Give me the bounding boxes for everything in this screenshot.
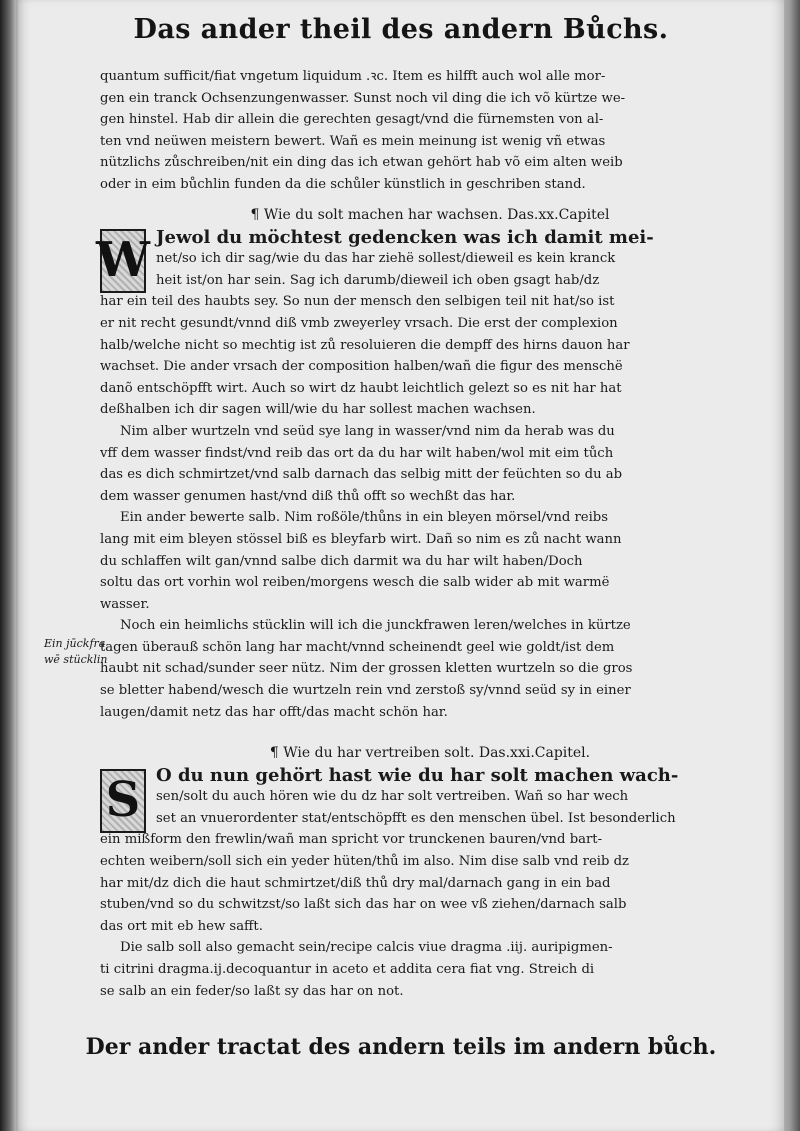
drop-capital: W	[100, 229, 146, 293]
text-line: se salb an ein feder/so laßt sy das har on not.	[100, 983, 404, 999]
first-line: O du nun gehört hast wie du har solt machen wach-	[156, 764, 679, 786]
text-line: se bletter habend/wesch die wurtzeln rein vnd zerstoß sy/vnnd seüd sy in einer	[100, 683, 631, 699]
text-line: oder in eim bůchlin funden da die schůler künstlich in geschriben stand.	[100, 176, 586, 192]
text-line: haubt nit schad/sunder seer nütz. Nim der grossen kletten wurtzeln so die gros	[100, 661, 633, 677]
text-line: stuben/vnd so du schwitzst/so laßt sich das har on wee vß ziehen/darnach salb	[100, 897, 627, 913]
margin-note: Ein jūckfra wē stücklin	[44, 637, 108, 666]
text-line: vff dem wasser findst/vnd reib das ort da du har wilt haben/wol mit eim tůch	[100, 445, 614, 461]
text-line: gen hinstel. Hab dir allein die gerechten gesagt/vnd die fürnemsten von al-	[100, 112, 604, 128]
text-line: ten vnd neüwen meistern bewert. Wañ es mein meinung ist wenig vñ etwas	[100, 133, 606, 149]
chapter-opening	[96, 226, 760, 421]
text-line: Noch ein heimlichs stücklin will ich die junckfrawen leren/welches in kürtze	[120, 618, 631, 634]
drop-capital: S	[100, 769, 146, 833]
page-gutter	[0, 0, 16, 1131]
chapter-opening	[100, 765, 760, 938]
text-line: ti citrini dragma.ij.decoquantur in aceto et addita cera fiat vng. Streich di	[100, 961, 595, 977]
running-header: Das ander theil des andern Bůchs.	[133, 14, 669, 45]
secret-paragraph	[100, 615, 760, 723]
text-line: halb/welche nicht so mechtig ist zů resoluieren die dempff des hirns dauon har	[100, 337, 630, 353]
text-line: wachset. Die ander vrsach der composition halben/wañ die figur des menschë	[100, 359, 623, 375]
text-line: das es dich schmirtzet/vnd salb darnach das selbig mitt der feüchten so du ab	[100, 467, 623, 483]
text-line: echten weibern/soll sich ein yeder hüten/thů im also. Nim dise salb vnd reib dz	[100, 853, 630, 869]
first-line: Jewol du möchtest gedencken was ich damit mei-	[156, 226, 654, 248]
salve-paragraph	[100, 507, 760, 615]
chapter-caption: ¶ Wie du solt machen har wachsen. Das.xx.Capitel	[250, 207, 610, 223]
text-line: net/so ich dir sag/wie du das har ziehë sollest/dieweil es kein kranck	[156, 251, 616, 267]
text-line: laugen/damit netz das har offt/das macht schön har.	[100, 704, 448, 720]
chapter-caption: ¶ Wie du har vertreiben solt. Das.xxi.Capitel.	[269, 745, 591, 761]
chapter-21	[100, 743, 760, 1002]
text-line: quantum sufficit/fiat vngetum liquidum .ꝛc. Item es hilfft auch wol alle mor-	[100, 69, 606, 84]
text-line: nützlichs zůschreiben/nit ein ding das ich etwan gehört hab võ eim alten weib	[100, 155, 623, 171]
text-line: Die salb soll also gemacht sein/recipe calcis viue dragma .iij. auripigmen-	[120, 940, 613, 956]
text-line: sen/solt du auch hören wie du dz har solt vertreiben. Wañ so har wech	[156, 789, 629, 805]
book-page	[18, 0, 784, 1131]
chapter-20	[96, 205, 760, 723]
text-line: danõ entschöpfft wirt. Auch so wirt dz haubt leichtlich gelezt so es nit har hat	[100, 380, 622, 396]
text-line: set an vnuerordenter stat/entschöpfft es den menschen übel. Ist besonderlich	[156, 810, 676, 826]
text-line: du schlaffen wilt gan/vnnd salbe dich darmit wa du har wilt haben/Doch	[100, 553, 583, 569]
text-line: deßhalben ich dir sagen will/wie du har sollest machen wachsen.	[100, 402, 536, 418]
text-line: heit ist/on har sein. Sag ich darumb/dieweil ich oben gsagt hab/dz	[156, 272, 600, 288]
text-line: Nim alber wurtzeln vnd seüd sye lang in wasser/vnd nim da herab was du	[120, 423, 615, 439]
text-line: ein mißform den frewlin/wañ man spricht vor trunckenen bauren/vnd bart-	[100, 832, 603, 848]
text-line: soltu das ort vorhin wol reiben/morgens wesch die salb wider ab mit warmë	[100, 575, 610, 591]
text-line: lang mit eim bleyen stössel biß es bleyfarb wirt. Dañ so nim es zů nacht wann	[100, 531, 622, 547]
text-line: tagen überauß schön lang har macht/vnnd scheinendt geel wie goldt/ist dem	[100, 639, 615, 655]
recipe-paragraph	[100, 937, 760, 1002]
text-line: har ein teil des haubts sey. So nun der mensch den selbigen teil nit hat/so ist	[100, 294, 615, 310]
continuation-paragraph	[100, 66, 760, 196]
remedy-paragraph	[100, 421, 760, 507]
text-line: gen ein tranck Ochsenzungenwasser. Sunst noch vil ding die ich võ kürtze we-	[100, 90, 626, 106]
text-line: Ein ander bewerte salb. Nim roßöle/thůns in ein bleyen mörsel/vnd reibs	[120, 510, 608, 526]
text-line: er nit recht gesundt/vnnd diß vmb zweyerley vrsach. Die erst der complexion	[100, 315, 618, 331]
closing-heading: Der ander tractat des andern teils im andern bůch.	[85, 1034, 717, 1060]
text-line: das ort mit eb hew safft.	[100, 918, 263, 934]
text-line: wasser.	[100, 596, 150, 612]
text-line: dem wasser genumen hast/vnd diß thů offt so wechßt das har.	[100, 488, 516, 504]
text-line: har mit/dz dich die haut schmirtzet/diß thů dry mal/darnach gang in ein bad	[100, 875, 611, 891]
